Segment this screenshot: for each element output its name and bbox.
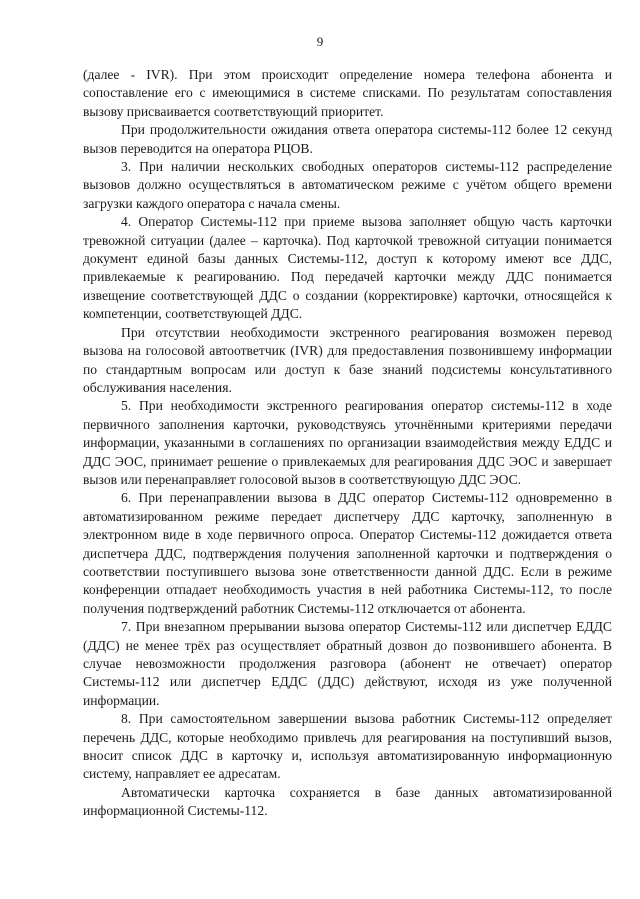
paragraph-item-4: 4. Оператор Системы-112 при приеме вызова заполняет общую часть карточки тревожной ситуации (далее – карточка). Под карточкой тревожной ситуации понимается документ единой базы данных Системы-112, доступ к которому имеют все ДДС, привлекаемые к реагированию. Под передачей карточки между ДДС понимается извещение соответствующей ДДС о создании (корректировке) карточки, относящейся к компетенции, соответствующей ДДС. — [83, 214, 612, 322]
paragraph-item-3: 3. При наличии нескольких свободных операторов системы-112 распределение вызовов должно осуществляться в автоматическом режиме с учётом общего времени загрузки каждого оператора с начала смены. — [83, 159, 612, 211]
page-number: 9 — [316, 34, 324, 49]
paragraph-item-5: 5. При необходимости экстренного реагирования оператор системы-112 в ходе первичного заполнения карточки, руководствуясь уточнёнными критериями передачи информации, указанными в соглашениях по организации взаимодействия между ЕДДС и ДДС ЭОС, принимает решение о привлекаемых для реагирования ДДС ЭОС и завершает вызов или перенаправляет голосовой вызов в соответствующую ДДС ЭОС. — [83, 398, 612, 487]
document-body — [83, 66, 612, 821]
paragraph-item-7: 7. При внезапном прерывании вызова оператор Системы-112 или диспетчер ЕДДС (ДДС) не менее трёх раз осуществляет обратный дозвон до позвонившего абонента. В случае невозможности продолжения разговора (абонент не отвечает) оператор Системы-112 или диспетчер ЕДДС (ДДС) действуют, исходя из уже полученной информации. — [83, 619, 612, 708]
paragraph-item-8: 8. При самостоятельном завершении вызова работник Системы-112 определяет перечень ДДС, которые необходимо привлечь для реагирования на поступивший вызов, вносит список ДДС в карточку и, используя автоматизированную информационную систему, направляет ее адресатам. — [83, 711, 612, 782]
paragraph-ivr-continuation: (далее - IVR). При этом происходит определение номера телефона абонента и сопоставление его с имеющимися в системе списками. По результатам сопоставления вызову присваивается соответствующий приоритет. — [83, 67, 612, 119]
paragraph-rtsov-transfer: При продолжительности ожидания ответа оператора системы-112 более 12 секунд вызов переводится на оператора РЦОВ. — [83, 122, 612, 156]
paragraph-item-6: 6. При перенаправлении вызова в ДДС оператор Системы-112 одновременно в автоматизированном режиме передает диспетчеру ДДС карточку, заполненную в электронном виде в ходе первичного опроса. Оператор Системы-112 дожидается ответа диспетчера ДДС, подтверждения получения заполненной карточки и подтверждения о соответствии поступившего вызова зоне ответственности данной ДДС. Если в режиме конференции отпадает необходимость участия в ней работника Системы-112, то после получения подтверждений работник Системы-112 отключается от абонента. — [83, 490, 612, 616]
paragraph-auto-save: Автоматически карточка сохраняется в базе данных автоматизированной информационной Системы-112. — [83, 784, 612, 819]
paragraph-no-emergency: При отсутствии необходимости экстренного реагирования возможен перевод вызова на голосовой автоответчик (IVR) для предоставления позвонившему информации по стандартным вопросам или доступ к базе знаний подсистемы консультативного обслуживания населения. — [83, 324, 612, 395]
